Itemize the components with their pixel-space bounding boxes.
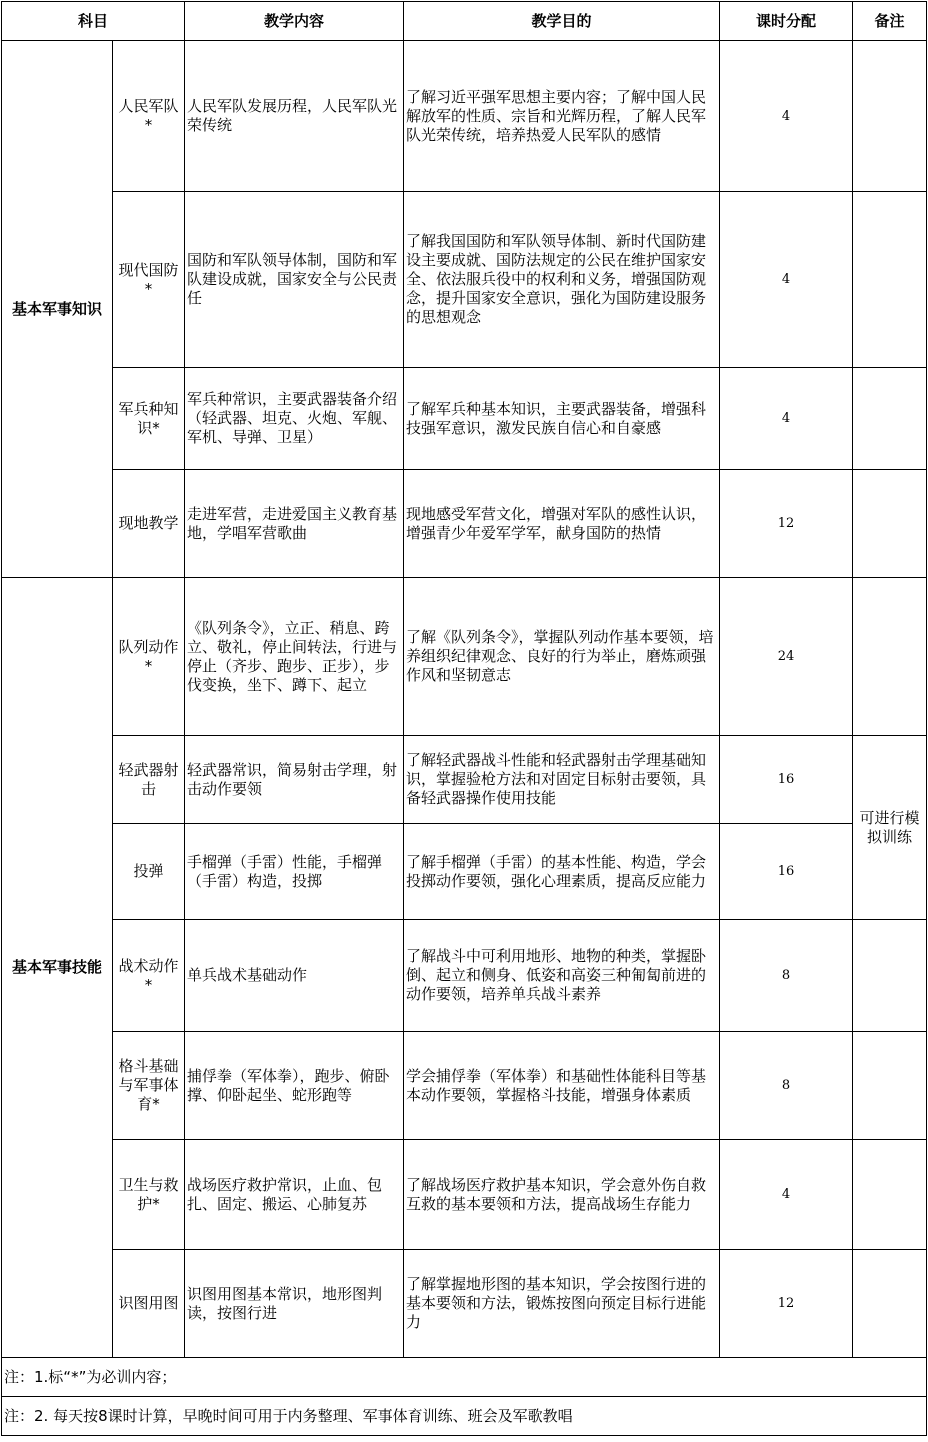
table-row bbox=[2, 1032, 927, 1140]
objective-cell: 现地感受军营文化，增强对军队的感性认识，增强青少年爱军学军，献身国防的热情 bbox=[404, 470, 720, 578]
subject-cell: 战术动作* bbox=[113, 920, 185, 1032]
content-cell: 手榴弹（手雷）性能，手榴弹（手雷）构造，投掷 bbox=[185, 824, 404, 920]
table-row bbox=[2, 41, 927, 192]
subject-cell: 人民军队* bbox=[113, 41, 185, 192]
remarks-cell bbox=[853, 41, 927, 192]
training-schedule-table bbox=[1, 1, 927, 1436]
header-remarks: 备注 bbox=[853, 2, 927, 41]
objective-cell: 了解手榴弹（手雷）的基本性能、构造，学会投掷动作要领，强化心理素质，提高反应能力 bbox=[404, 824, 720, 920]
objective-cell: 了解战场医疗救护基本知识，学会意外伤自救互救的基本要领和方法，提高战场生存能力 bbox=[404, 1140, 720, 1250]
hours-cell: 16 bbox=[720, 736, 853, 824]
objective-cell: 了解掌握地形图的基本知识，学会按图行进的基本要领和方法，锻炼按图向预定目标行进能力 bbox=[404, 1250, 720, 1358]
header-content: 教学内容 bbox=[185, 2, 404, 41]
category-skills: 基本军事技能 bbox=[2, 578, 113, 1358]
note-schedule: 注：2. 每天按8课时计算，早晚时间可用于内务整理、军事体育训练、班会及军歌教唱 bbox=[2, 1397, 927, 1436]
table-row bbox=[2, 1140, 927, 1250]
remarks-cell bbox=[853, 1032, 927, 1140]
hours-cell: 12 bbox=[720, 470, 853, 578]
table-row bbox=[2, 736, 927, 824]
content-cell: 捕俘拳（军体拳），跑步、俯卧撑、仰卧起坐、蛇形跑等 bbox=[185, 1032, 404, 1140]
content-cell: 人民军队发展历程，人民军队光荣传统 bbox=[185, 41, 404, 192]
hours-cell: 4 bbox=[720, 368, 853, 470]
content-cell: 单兵战术基础动作 bbox=[185, 920, 404, 1032]
hours-cell: 8 bbox=[720, 920, 853, 1032]
remarks-cell bbox=[853, 920, 927, 1032]
subject-cell: 识图用图 bbox=[113, 1250, 185, 1358]
subject-cell: 现地教学 bbox=[113, 470, 185, 578]
subject-cell: 轻武器射击 bbox=[113, 736, 185, 824]
hours-cell: 4 bbox=[720, 1140, 853, 1250]
header-hours: 课时分配 bbox=[720, 2, 853, 41]
category-knowledge: 基本军事知识 bbox=[2, 41, 113, 578]
hours-cell: 8 bbox=[720, 1032, 853, 1140]
hours-cell: 4 bbox=[720, 192, 853, 368]
hours-cell: 24 bbox=[720, 578, 853, 736]
remarks-simulation: 可进行模拟训练 bbox=[853, 736, 927, 920]
objective-cell: 了解我国国防和军队领导体制、新时代国防建设主要成就、国防法规定的公民在维护国家安全、依法服兵役中的权利和义务，增强国防观念，提升国家安全意识，强化为国防建设服务的思想观念 bbox=[404, 192, 720, 368]
header-objective: 教学目的 bbox=[404, 2, 720, 41]
remarks-cell bbox=[853, 1140, 927, 1250]
subject-cell: 现代国防* bbox=[113, 192, 185, 368]
table-row bbox=[2, 1250, 927, 1358]
remarks-cell bbox=[853, 578, 927, 736]
objective-cell: 了解轻武器战斗性能和轻武器射击学理基础知识，掌握验枪方法和对固定目标射击要领，具备轻武器操作使用技能 bbox=[404, 736, 720, 824]
header-subject: 科目 bbox=[2, 2, 185, 41]
note-required: 注：1.标“*”为必训内容； bbox=[2, 1358, 927, 1397]
content-cell: 国防和军队领导体制，国防和军队建设成就，国家安全与公民责任 bbox=[185, 192, 404, 368]
note-row bbox=[2, 1358, 927, 1397]
content-cell: 《队列条令》，立正、稍息、跨立、敬礼，停止间转法，行进与停止（齐步、跑步、正步），步伐变换，坐下、蹲下、起立 bbox=[185, 578, 404, 736]
remarks-cell bbox=[853, 470, 927, 578]
subject-cell: 军兵种知识* bbox=[113, 368, 185, 470]
table-row bbox=[2, 470, 927, 578]
table-row bbox=[2, 192, 927, 368]
table-row bbox=[2, 920, 927, 1032]
hours-cell: 12 bbox=[720, 1250, 853, 1358]
table-header-row bbox=[2, 2, 927, 41]
objective-cell: 了解习近平强军思想主要内容；了解中国人民解放军的性质、宗旨和光辉历程，了解人民军队光荣传统，培养热爱人民军队的感情 bbox=[404, 41, 720, 192]
objective-cell: 了解军兵种基本知识，主要武器装备，增强科技强军意识，激发民族自信心和自豪感 bbox=[404, 368, 720, 470]
subject-cell: 格斗基础与军事体育* bbox=[113, 1032, 185, 1140]
content-cell: 战场医疗救护常识，止血、包扎、固定、搬运、心肺复苏 bbox=[185, 1140, 404, 1250]
objective-cell: 了解战斗中可利用地形、地物的种类，掌握卧倒、起立和侧身、低姿和高姿三种匍匐前进的动作要领，培养单兵战斗素养 bbox=[404, 920, 720, 1032]
content-cell: 走进军营，走进爱国主义教育基地，学唱军营歌曲 bbox=[185, 470, 404, 578]
table-row bbox=[2, 578, 927, 736]
hours-cell: 16 bbox=[720, 824, 853, 920]
subject-cell: 投弹 bbox=[113, 824, 185, 920]
note-row bbox=[2, 1397, 927, 1436]
remarks-cell bbox=[853, 1250, 927, 1358]
subject-cell: 卫生与救护* bbox=[113, 1140, 185, 1250]
objective-cell: 学会捕俘拳（军体拳）和基础性体能科目等基本动作要领，掌握格斗技能，增强身体素质 bbox=[404, 1032, 720, 1140]
content-cell: 军兵种常识，主要武器装备介绍（轻武器、坦克、火炮、军舰、军机、导弹、卫星） bbox=[185, 368, 404, 470]
table-row bbox=[2, 824, 927, 920]
subject-cell: 队列动作* bbox=[113, 578, 185, 736]
content-cell: 轻武器常识，简易射击学理，射击动作要领 bbox=[185, 736, 404, 824]
hours-cell: 4 bbox=[720, 41, 853, 192]
objective-cell: 了解《队列条令》，掌握队列动作基本要领，培养组织纪律观念、良好的行为举止，磨炼顽强作风和坚韧意志 bbox=[404, 578, 720, 736]
table-row bbox=[2, 368, 927, 470]
remarks-cell bbox=[853, 368, 927, 470]
remarks-cell bbox=[853, 192, 927, 368]
content-cell: 识图用图基本常识，地形图判读，按图行进 bbox=[185, 1250, 404, 1358]
